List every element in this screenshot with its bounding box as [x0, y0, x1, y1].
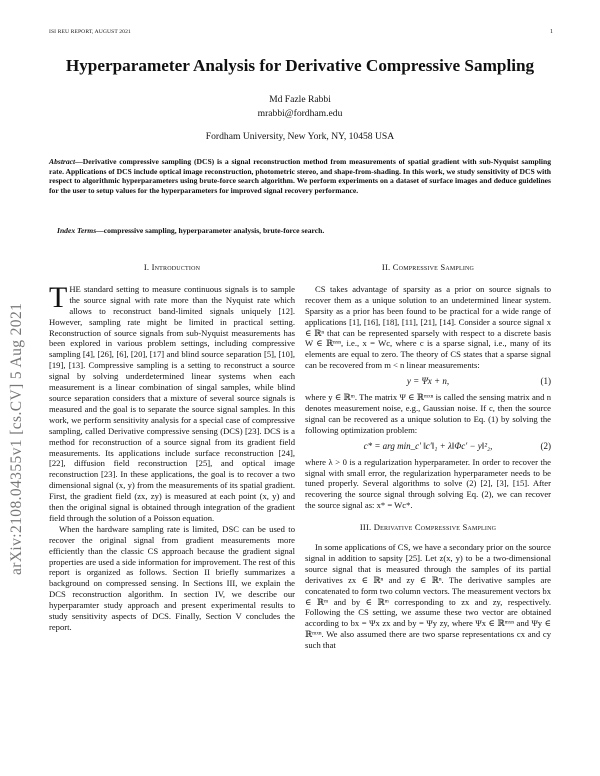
index-terms-lead: Index Terms: [57, 226, 97, 235]
running-header: ISI REU REPORT, AUGUST 2021: [49, 29, 131, 35]
index-terms-text: —compressive sampling, hyperparameter analysis, brute-force search.: [96, 226, 325, 235]
dcs-paragraph-1: In some applications of CS, we have a secondary prior on the source signal in addition to sapsity [25]. Let z(x, y) to be a two-dimensional source signal that is measured through the samples of its partial derivatives zx ∈ ℝⁿ and zy ∈ ℝⁿ. The derivative samples are concatenated to form two column vectors. The measurement vectors bx ∈ ℝᵐ and by ∈ ℝᵐ corresponding to zx and zy, respectively. Following the CS setting, we assume these two vector are obtained according to bx = Ψx zx and by = Ψy zy, where Ψx ∈ ℝᵐˣⁿ and Ψy ∈ ℝᵐˣⁿ. We also assumed there are two sparse representations cx and cy such that: [305, 542, 551, 651]
section-heading-introduction: I. Introduction: [143, 262, 201, 272]
section-heading-compressive-sampling: II. Compressive Sampling: [381, 262, 475, 272]
equation-2-number: (2): [540, 440, 551, 451]
equation-1: [305, 376, 551, 387]
drop-cap: T: [49, 280, 68, 314]
intro-paragraph-2: When the hardware sampling rate is limited, DSC can be used to recover the original signal from gradient measurements more efficiently than the classic CS approach because the gradient signal properties are used a side information for improvement. The rest of this report is organized as follows. Section II briefly summarizes a background on compressed sensing. In Sections III, we explain the DCS reconstruction algorithm. In section IV, we describe our hyperparamter study approach and present experimental results to study sensitivity aspects of DCS. Finally, Section V concludes the report.: [49, 523, 295, 632]
author-email[interactable]: mrabbi@fordham.edu: [257, 108, 343, 119]
author-name: Md Fazle Rabbi: [269, 94, 331, 105]
abstract: Abstract—Derivative compressive sampling (DCS) is a signal reconstruction method from measurements of spatial gradient with sub-Nyquist sampling rate. Applications of DCS include optical image reconstruction, photometric stereo, and shape-from-shading. In this work, we study sensitivity of DCS with respect to algorithmic hyperparameters using brute-force search algorithm. We perform experiments on a dataset of surface images and deduce guidelines for the user to setup values for the hyperparameters for improved signal recovery performance.: [49, 157, 551, 196]
paper-title: Hyperparameter Analysis for Derivative Compressive Sampling: [65, 56, 535, 75]
author-affiliation: Fordham University, New York, NY, 10458 USA: [205, 131, 395, 142]
equation-2: [305, 441, 551, 452]
section-heading-derivative-compressive-sampling: III. Derivative Compressive Sampling: [359, 522, 497, 533]
abstract-lead: Abstract: [49, 157, 76, 166]
right-column: [305, 262, 551, 651]
index-terms: [57, 226, 551, 236]
equation-2-body: c* = arg min_c′ ‖c′‖₁ + λ‖Φc′ − y‖²₂,: [363, 440, 493, 451]
cs-paragraph-2: where y ∈ ℝᵐ. The matrix Ψ ∈ ℝᵐˣⁿ is called the sensing matrix and n denotes measurement noise, e.g., Gaussian noise. If c, then the source signal can be recovered as a unique solution to Eq. (1) by solving the following optimization problem:: [305, 392, 551, 435]
page-number: 1: [550, 29, 553, 35]
cs-paragraph-3: where λ > 0 is a regularization hyperparameter. In order to recover the signal with small error, the regularization hyperparameter needs to be tuned properly. Several algorithms to solve (2) [2], [3], [15]. After recovering the source signal through solving Eq. (2), we can recover the source signal as: x* = Wc*.: [305, 456, 551, 511]
intro-paragraph-1: [49, 280, 295, 524]
left-column: [49, 262, 295, 633]
equation-1-body: y = Ψx + n,: [406, 376, 450, 387]
equation-1-number: (1): [540, 376, 551, 387]
abstract-text: Derivative compressive sampling (DCS) is a signal reconstruction method from measurements of spatial gradient with sub-Nyquist sampling rate. Applications of DCS include optical image reconstruction, photometric stereo, and shape-from-shading. In this work, we study sensitivity of DCS with respect to algorithmic hyperparameters using brute-force search algorithm. We perform experiments on a dataset of surface images and deduce guidelines for the user to setup values for the hyperparameters for improved signal recovery performance.: [49, 157, 551, 196]
arxiv-stamp[interactable]: arXiv:2108.04355v1 [cs.CV] 5 Aug 2021: [8, 302, 25, 575]
cs-paragraph-1: CS takes advantage of sparsity as a prior on source signals to recover them as a unique solution to an undetermined linear system. Sparsity as a prior has been found to be practical for a wide range of applications [1], [16], [18], [11], [21], [14]. Consider a source signal x ∈ ℝⁿ that can be represented sparsely with respect to a discrete basis W ∈ ℝⁿˣⁿ, i.e., x = Wc, where c is a sparse signal, i.e., many of its elements are equal to zero. The theory of CS states that a sparse signal can be recovered from m < n linear measurements:: [305, 283, 551, 371]
intro-paragraph-1-text: HE standard setting to measure continuous signals is to sample the source signal with rate more than the Nyquist rate which allows to reconstruct band-limited signals uniquely [12]. However, sampling rate might be limited in practical setting. Reconstruction of source signals from sub-Nyquist measurements has been explored in various problem settings, including compressive sampling [4], [26], [6], [20], [17] and blind source separation [5], [10], [19], [13]. Compressive sampling is a setting to reconstruct a source signal by solving underdetermined linear systems when each measurement is a linear combination of singal samples, while blind source separation considers that a mixture of several source signals is measured and the goal is to separate the source signal samples. In this work, we perform sensitivity analysis for a special case of compressive sampling, called Derivative compressive sensing (DCS) [23]. DCS is a method for reconstruction of a source signal from its gradient field measurements. Its applications include surface reconstruction [24], [22], diffusion field reconstruction [25], and optical image reconstruction [23]. In these applications, the goal is to recover a two dimensional signal (x, y) from the measurements of its spatial gradient. First, the gradient field (zx, zy) is measured at each point (x, y) and then the original signal is obtained through integration of the gradient field through the solution of a Poisson equation.: [49, 283, 295, 523]
